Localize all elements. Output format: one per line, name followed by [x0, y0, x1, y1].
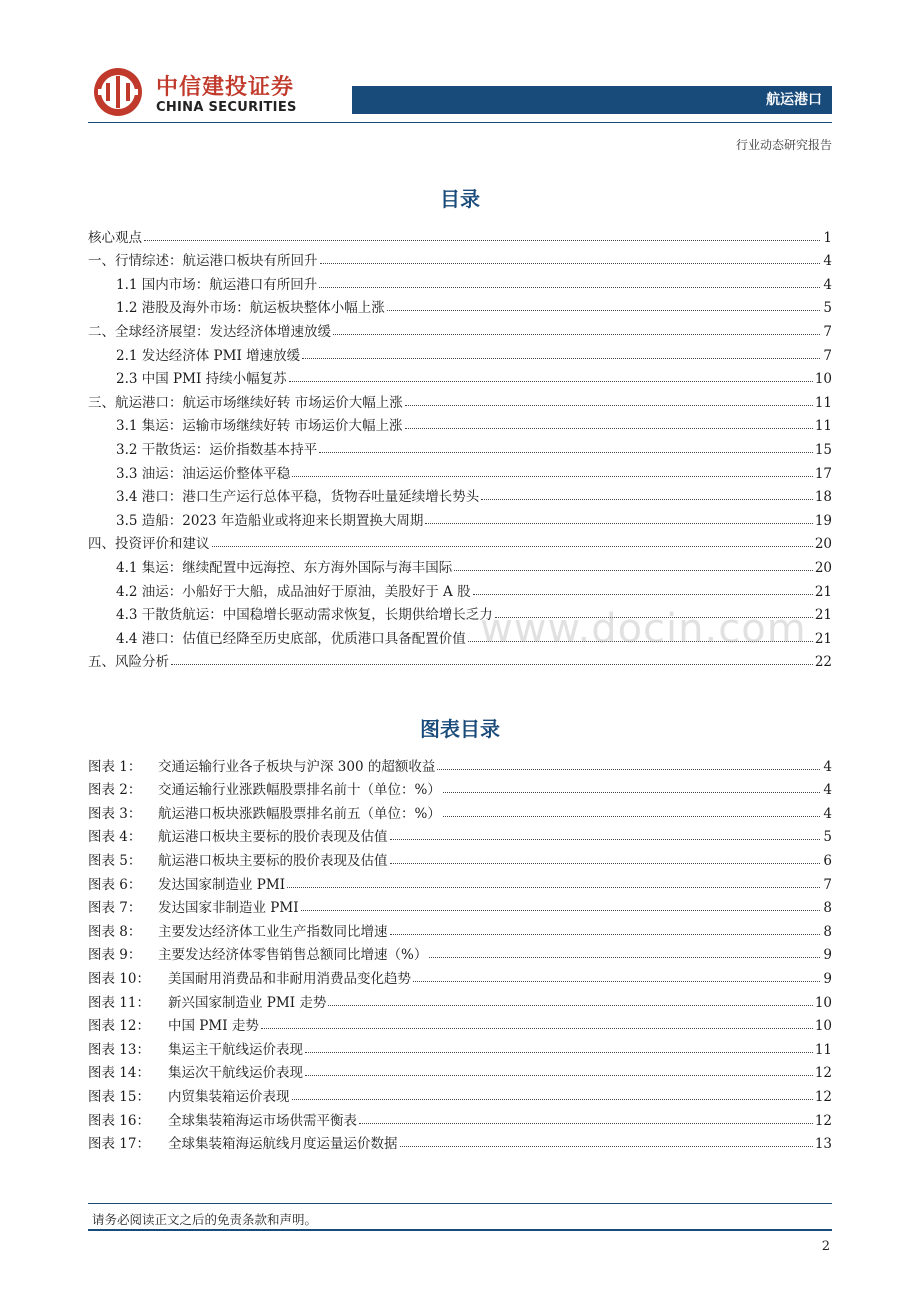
- figure-entry[interactable]: [88, 869, 832, 893]
- dot-leader: [171, 663, 813, 665]
- dot-leader: [405, 404, 813, 406]
- dot-leader: [212, 545, 813, 547]
- figure-entry-label: 图表 15：: [88, 1085, 168, 1105]
- toc-entry-text: 三、航运港口：航运市场继续好转 市场运价大幅上涨: [88, 391, 403, 411]
- figure-entry-label: 图表 3：: [88, 802, 158, 822]
- dot-leader: [328, 1004, 812, 1006]
- dot-leader: [429, 956, 820, 958]
- figure-entry-text: 集运主干航线运价表现: [168, 1038, 303, 1058]
- toc-entry-page: 20: [814, 536, 832, 553]
- toc-entry[interactable]: [88, 552, 832, 576]
- toc-title: 目录: [440, 187, 480, 211]
- figure-entry-page: 4: [823, 782, 832, 799]
- figure-entry-text: 航运港口板块涨跌幅股票排名前五（单位：%）: [158, 802, 441, 822]
- dot-leader: [287, 886, 820, 888]
- figure-entry-label: 图表 7：: [88, 896, 158, 916]
- toc-entry-page: 11: [814, 418, 832, 435]
- dot-leader: [289, 380, 813, 382]
- toc-entry-text: 4.3 干散货航运：中国稳增长驱动需求恢复，长期供给增长乏力: [116, 603, 493, 623]
- dot-leader: [302, 357, 820, 359]
- toc-entry-page: 4: [823, 253, 832, 270]
- figure-entry-page: 13: [814, 1136, 832, 1153]
- dot-leader: [390, 862, 821, 864]
- footer-divider-thick: [88, 1229, 832, 1231]
- figure-entry[interactable]: [88, 940, 832, 964]
- toc-list: [88, 222, 832, 670]
- toc-entry-text: 4.1 集运：继续配置中远海控、东方海外国际与海丰国际: [116, 556, 452, 576]
- section-tag: [352, 86, 832, 114]
- figure-entry[interactable]: [88, 1011, 832, 1035]
- figure-entry-text: 发达国家制造业 PMI: [158, 873, 285, 893]
- figure-entry-label: 图表 5：: [88, 849, 158, 869]
- toc-entry[interactable]: [88, 434, 832, 458]
- toc-entry-text: 二、全球经济展望：发达经济体增速放缓: [88, 320, 331, 340]
- dot-leader: [292, 475, 813, 477]
- toc-entry-page: 7: [823, 323, 832, 340]
- toc-entry-text: 4.4 港口：估值已经降至历史底部，优质港口具备配置价值: [116, 627, 466, 647]
- toc-entry-text: 2.3 中国 PMI 持续小幅复苏: [116, 367, 287, 387]
- section-tag-label: 航运港口: [766, 92, 822, 108]
- figure-entry-page: 12: [814, 1065, 832, 1082]
- toc-entry-text: 1.1 国内市场：航运港口有所回升: [116, 273, 317, 293]
- figure-entry-text: 交通运输行业涨跌幅股票排名前十（单位：%）: [158, 778, 441, 798]
- figure-entry-page: 12: [814, 1112, 832, 1129]
- figure-entry[interactable]: [88, 1105, 832, 1129]
- toc-entry-text: 五、风险分析: [88, 650, 169, 670]
- toc-entry-page: 1: [823, 229, 832, 246]
- figure-entry-text: 中国 PMI 走势: [168, 1014, 259, 1034]
- dot-leader: [320, 262, 821, 264]
- toc-entry-page: 21: [814, 583, 832, 600]
- toc-entry-page: 18: [814, 489, 832, 506]
- footer-divider: [88, 1203, 832, 1204]
- dot-leader: [481, 498, 813, 500]
- dot-leader: [437, 768, 820, 770]
- figure-entry-text: 主要发达经济体零售销售总额同比增速（%）: [158, 943, 427, 963]
- figure-entry[interactable]: [88, 987, 832, 1011]
- toc-entry-page: 10: [814, 371, 832, 388]
- figure-entry-text: 新兴国家制造业 PMI 走势: [168, 991, 326, 1011]
- figure-entry-label: 图表 6：: [88, 873, 158, 893]
- figure-entry-text: 主要发达经济体工业生产指数同比增速: [158, 920, 388, 940]
- toc-entry-text: 一、行情综述：航运港口板块有所回升: [88, 249, 318, 269]
- dot-leader: [443, 791, 820, 793]
- figure-list-title: 图表目录: [420, 717, 500, 741]
- dot-leader: [405, 427, 813, 429]
- toc-entry-page: 21: [814, 630, 832, 647]
- company-logo: [92, 66, 297, 122]
- page-number: 2: [821, 1239, 830, 1254]
- figure-entry-page: 8: [823, 923, 832, 940]
- disclaimer: 请务必阅读正文之后的免责条款和声明。: [92, 1212, 318, 1227]
- toc-entry-page: 7: [823, 347, 832, 364]
- figure-entry[interactable]: [88, 893, 832, 917]
- toc-entry[interactable]: [88, 269, 832, 293]
- figure-entry-page: 12: [814, 1088, 832, 1105]
- toc-entry-page: 17: [814, 465, 832, 482]
- dot-leader: [305, 1051, 813, 1053]
- toc-entry[interactable]: [88, 576, 832, 600]
- toc-entry[interactable]: [88, 364, 832, 388]
- figure-entry-text: 美国耐用消费品和非耐用消费品变化趋势: [168, 967, 411, 987]
- toc-entry-page: 5: [823, 300, 832, 317]
- figure-entry[interactable]: [88, 751, 832, 775]
- figure-entry-label: 图表 11：: [88, 991, 168, 1011]
- report-type: 行业动态研究报告: [735, 138, 832, 152]
- toc-entry[interactable]: [88, 246, 832, 270]
- dot-leader: [333, 333, 820, 335]
- figure-entry[interactable]: [88, 775, 832, 799]
- dot-leader: [390, 838, 821, 840]
- figure-entry-page: 10: [814, 1018, 832, 1035]
- dot-leader: [301, 909, 820, 911]
- toc-entry-text: 4.2 油运：小船好于大船，成品油好于原油，美股好于 A 股: [116, 580, 471, 600]
- toc-entry-page: 19: [814, 512, 832, 529]
- figure-entry[interactable]: [88, 963, 832, 987]
- figure-entry-label: 图表 14：: [88, 1061, 168, 1081]
- figure-entry-page: 8: [823, 900, 832, 917]
- dot-leader: [443, 815, 820, 817]
- figure-entry-label: 图表 13：: [88, 1038, 168, 1058]
- toc-entry[interactable]: [88, 222, 832, 246]
- figure-entry-label: 图表 9：: [88, 943, 158, 963]
- figure-entry-page: 4: [823, 758, 832, 775]
- toc-entry-text: 四、投资评价和建议: [88, 532, 210, 552]
- toc-entry[interactable]: [88, 458, 832, 482]
- toc-entry-text: 1.2 港股及海外市场：航运板块整体小幅上涨: [116, 296, 385, 316]
- toc-entry-text: 3.4 港口：港口生产运行总体平稳，货物吞吐量延续增长势头: [116, 485, 479, 505]
- figure-entry-page: 4: [823, 805, 832, 822]
- figure-entry-page: 9: [823, 970, 832, 987]
- figure-entry-label: 图表 4：: [88, 825, 158, 845]
- figure-entry-page: 5: [823, 829, 832, 846]
- toc-entry[interactable]: [88, 529, 832, 553]
- dot-leader: [319, 286, 820, 288]
- figure-entry-text: 交通运输行业各子板块与沪深 300 的超额收益: [158, 755, 435, 775]
- toc-entry-text: 3.2 干散货运：运价指数基本持平: [116, 438, 317, 458]
- toc-entry-page: 11: [814, 394, 832, 411]
- figure-entry[interactable]: [88, 1058, 832, 1082]
- dot-leader: [473, 593, 813, 595]
- toc-entry[interactable]: [88, 340, 832, 364]
- figure-entry[interactable]: [88, 1081, 832, 1105]
- figure-entry-page: 6: [823, 852, 832, 869]
- dot-leader: [261, 1027, 813, 1029]
- figure-entry-text: 发达国家非制造业 PMI: [158, 896, 299, 916]
- figure-entry[interactable]: [88, 1129, 832, 1153]
- figure-entry[interactable]: [88, 798, 832, 822]
- figure-entry-text: 内贸集装箱运价表现: [168, 1085, 290, 1105]
- figure-entry-label: 图表 2：: [88, 778, 158, 798]
- toc-entry[interactable]: [88, 387, 832, 411]
- dot-leader: [359, 1122, 813, 1124]
- figure-entry[interactable]: [88, 845, 832, 869]
- dot-leader: [144, 239, 820, 241]
- dot-leader: [292, 1098, 813, 1100]
- toc-entry[interactable]: [88, 505, 832, 529]
- figure-entry-text: 全球集装箱海运航线月度运量运价数据: [168, 1132, 398, 1152]
- toc-entry-page: 4: [823, 276, 832, 293]
- logo-chinese-name: 中信建投证券: [156, 75, 295, 100]
- toc-entry-text: 3.3 油运：油运运价整体平稳: [116, 462, 290, 482]
- figure-entry-page: 10: [814, 994, 832, 1011]
- figure-entry[interactable]: [88, 1034, 832, 1058]
- toc-entry[interactable]: [88, 482, 832, 506]
- header-divider: [88, 122, 832, 123]
- toc-entry-text: 2.1 发达经济体 PMI 增速放缓: [116, 344, 300, 364]
- watermark: www.docin.com: [480, 606, 807, 652]
- toc-entry-page: 15: [814, 441, 832, 458]
- toc-entry[interactable]: [88, 293, 832, 317]
- figure-entry-page: 9: [823, 947, 832, 964]
- dot-leader: [425, 522, 812, 524]
- dot-leader: [387, 309, 820, 311]
- figure-entry-label: 图表 17：: [88, 1132, 168, 1152]
- figure-entry-label: 图表 12：: [88, 1014, 168, 1034]
- figure-entry-page: 7: [823, 876, 832, 893]
- dot-leader: [305, 1074, 813, 1076]
- figure-list: [88, 751, 832, 1152]
- toc-entry-page: 21: [814, 607, 832, 624]
- figure-entry-label: 图表 1：: [88, 755, 158, 775]
- dot-leader: [390, 933, 821, 935]
- dot-leader: [400, 1145, 813, 1147]
- dot-leader: [319, 451, 813, 453]
- citic-logo-icon: [92, 66, 144, 118]
- figure-entry-text: 航运港口板块主要标的股价表现及估值: [158, 825, 388, 845]
- toc-entry-text: 3.1 集运：运输市场继续好转 市场运价大幅上涨: [116, 414, 403, 434]
- toc-entry[interactable]: [88, 411, 832, 435]
- figure-entry-label: 图表 8：: [88, 920, 158, 940]
- toc-entry[interactable]: [88, 316, 832, 340]
- figure-entry-text: 航运港口板块主要标的股价表现及估值: [158, 849, 388, 869]
- dot-leader: [413, 980, 820, 982]
- toc-entry-text: 3.5 造船：2023 年造船业或将迎来长期置换大周期: [116, 509, 423, 529]
- figure-entry[interactable]: [88, 916, 832, 940]
- toc-entry-page: 22: [814, 654, 832, 671]
- figure-entry-text: 全球集装箱海运市场供需平衡表: [168, 1109, 357, 1129]
- toc-entry-text: 核心观点: [88, 226, 142, 246]
- figure-entry[interactable]: [88, 822, 832, 846]
- figure-entry-label: 图表 10：: [88, 967, 168, 987]
- figure-entry-text: 集运次干航线运价表现: [168, 1061, 303, 1081]
- dot-leader: [454, 569, 813, 571]
- figure-entry-page: 11: [814, 1041, 832, 1058]
- logo-english-name: CHINA SECURITIES: [156, 100, 297, 115]
- toc-entry-page: 20: [814, 559, 832, 576]
- figure-entry-label: 图表 16：: [88, 1109, 168, 1129]
